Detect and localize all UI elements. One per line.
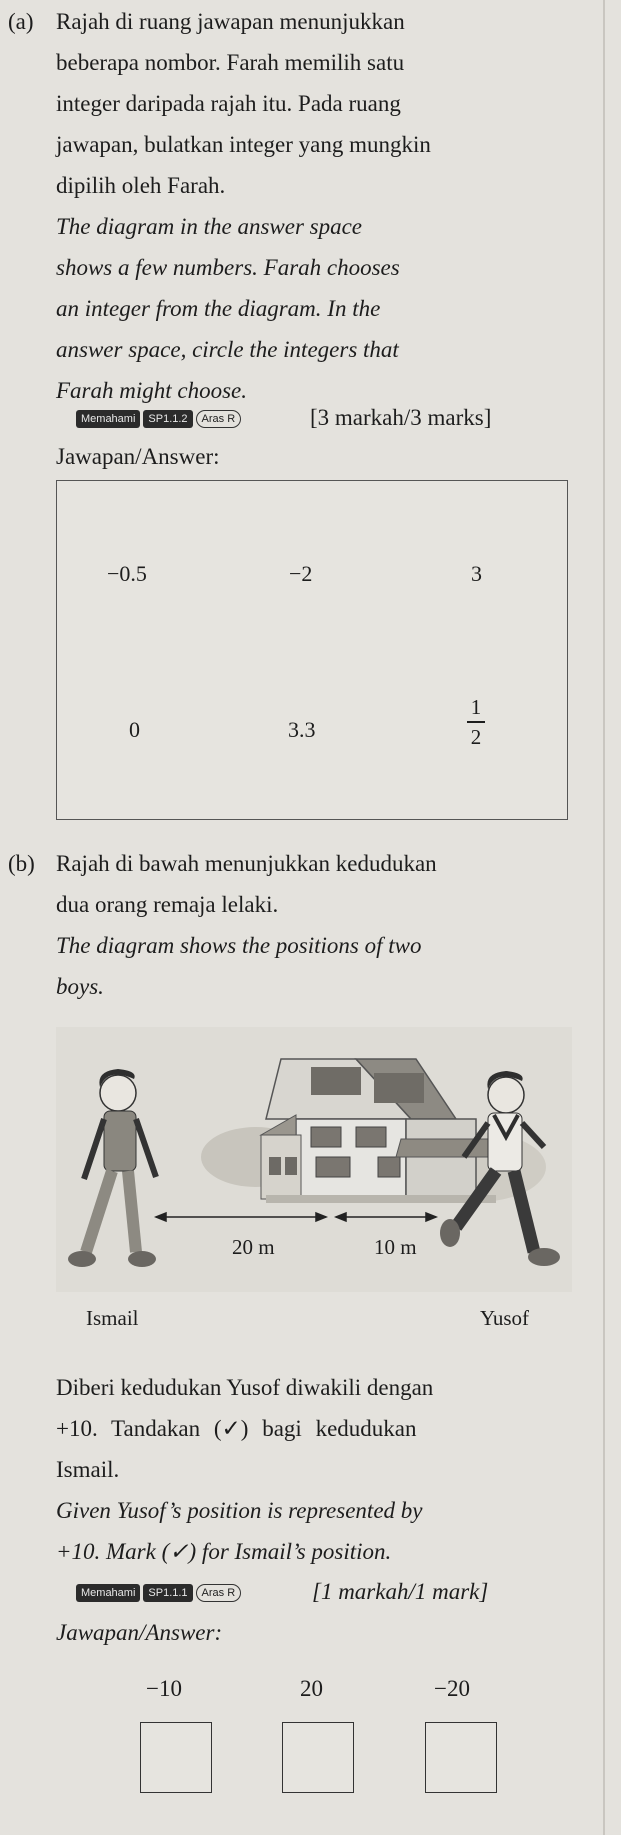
given-malay-line-2: +10. Tandakan (✓) bagi kedudukan	[56, 1416, 417, 1441]
part-a-malay-line-4: jawapan, bulatkan integer yang mungkin	[56, 132, 431, 157]
given-malay-line-3: Ismail.	[56, 1457, 120, 1482]
part-a-label: (a)	[8, 9, 34, 34]
part-a-answer-label: Jawapan/Answer:	[56, 444, 220, 469]
scene-svg	[56, 1027, 572, 1292]
yusof-name-label: Yusof	[480, 1306, 530, 1330]
part-a-english-line-2: shows a few numbers. Farah chooses	[56, 255, 400, 280]
part-a-english-line-3: an integer from the diagram. In the	[56, 296, 381, 321]
badge-standard: SP1.1.1	[143, 1584, 192, 1602]
part-a-malay-line-1: Rajah di ruang jawapan menunjukkan	[56, 9, 405, 34]
number-minus-0-5[interactable]: −0.5	[107, 561, 147, 586]
checkbox-minus-10[interactable]	[140, 1722, 212, 1793]
part-a-english-line-5: Farah might choose.	[56, 378, 248, 403]
choice-minus-10-label: −10	[146, 1676, 182, 1701]
fraction-numerator: 1	[470, 695, 482, 719]
part-a-malay-line-2: beberapa nombor. Farah memilih satu	[56, 50, 405, 75]
given-english-line-2: +10. Mark (✓) for Ismail’s position.	[56, 1539, 392, 1564]
given-malay-line-1: Diberi kedudukan Yusof diwakili dengan	[56, 1375, 434, 1400]
part-a-english-line-1: The diagram in the answer space	[56, 214, 363, 239]
number-minus-2[interactable]: −2	[289, 561, 313, 586]
checkbox-minus-20[interactable]	[425, 1722, 497, 1793]
fraction-bar	[467, 721, 485, 723]
checkbox-20[interactable]	[282, 1722, 354, 1793]
part-b-malay-line-1: Rajah di bawah menunjukkan kedudukan	[56, 851, 437, 876]
part-a-answer-box	[56, 480, 568, 820]
ismail-name-label: Ismail	[86, 1306, 139, 1330]
part-a-malay-line-3: integer daripada rajah itu. Pada ruang	[56, 91, 401, 116]
boys-position-illustration	[56, 1027, 572, 1292]
part-b-label: (b)	[8, 851, 35, 876]
fraction-denominator: 2	[470, 725, 482, 749]
number-3-3[interactable]: 3.3	[288, 717, 316, 742]
part-a-skill-badges	[76, 410, 241, 428]
part-b-answer-label: Jawapan/Answer:	[56, 1620, 223, 1645]
part-a-english-line-4: answer space, circle the integers that	[56, 337, 399, 362]
part-b-skill-badges	[76, 1584, 241, 1602]
page-edge-shadow	[603, 0, 605, 1835]
badge-level: Aras R	[196, 1584, 242, 1602]
badge-level: Aras R	[196, 410, 242, 428]
number-0[interactable]: 0	[129, 717, 140, 742]
number-3[interactable]: 3	[471, 561, 482, 586]
part-b-english-line-1: The diagram shows the positions of two	[56, 933, 422, 958]
part-b-marks: [1 markah/1 mark]	[312, 1579, 489, 1604]
part-a-marks: [3 markah/3 marks]	[310, 405, 492, 430]
part-b-english-line-2: boys.	[56, 974, 104, 999]
number-one-half[interactable]	[467, 695, 485, 749]
right-distance-label: 10 m	[374, 1235, 417, 1259]
badge-understanding: Memahami	[76, 1584, 140, 1602]
badge-understanding: Memahami	[76, 410, 140, 428]
left-distance-label: 20 m	[232, 1235, 275, 1259]
part-b-malay-line-2: dua orang remaja lelaki.	[56, 892, 279, 917]
given-english-line-1: Given Yusof’s position is represented by	[56, 1498, 423, 1523]
part-a-malay-line-5: dipilih oleh Farah.	[56, 173, 226, 198]
choice-20-label: 20	[300, 1676, 323, 1701]
choice-minus-20-label: −20	[434, 1676, 470, 1701]
badge-standard: SP1.1.2	[143, 410, 192, 428]
